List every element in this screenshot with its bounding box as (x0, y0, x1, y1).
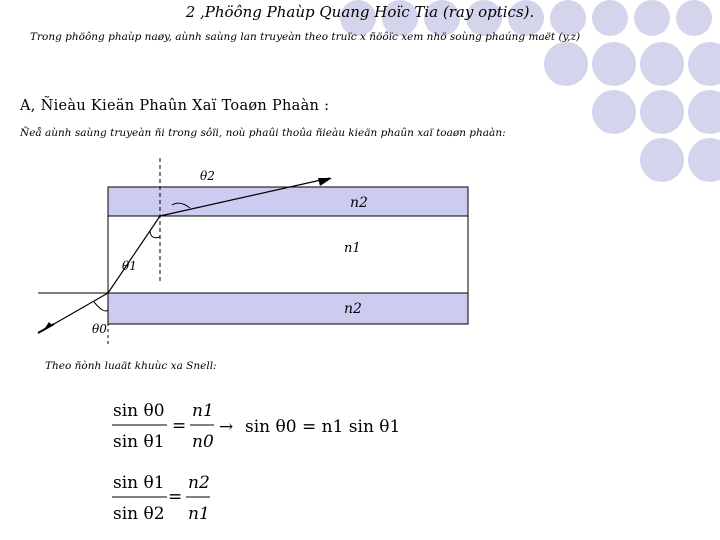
theta1-label: θ1 (122, 259, 137, 273)
eq1-arrow: → (219, 417, 234, 437)
eq2-equals: = (168, 487, 183, 507)
section-description: Ñeå aùnh saùng truyeàn ñi trong sôïi, noù phaûi thoûa ñieàu kieän phaûn xaï toaøn phaàn: (20, 127, 506, 139)
eq1-rhs-numerator: n1 (192, 401, 214, 421)
eq2-rhs-denominator: n1 (188, 504, 210, 524)
slide-title: 2 ,Phöông Phaùp Quang Hoïc Tia (ray optics). (185, 3, 535, 21)
eq1-lhs-numerator: sin θ0 (113, 401, 165, 421)
theta2-label: θ2 (200, 169, 215, 183)
n2-top-label: n2 (350, 195, 368, 211)
eq1-equals: = (172, 416, 187, 436)
theta0-label: θ0 (92, 322, 107, 336)
eq1-result: sin θ0 = n1 sin θ1 (245, 417, 401, 437)
eq2-lhs-numerator: sin θ1 (113, 473, 165, 493)
n1-core-label: n1 (344, 241, 361, 256)
section-heading: A, Ñieàu Kieän Phaûn Xaï Toaøn Phaàn : (20, 98, 330, 114)
eq2-rhs-numerator: n2 (188, 473, 210, 493)
eq1-rhs-denominator: n0 (192, 432, 214, 452)
equation-1 (112, 401, 400, 452)
slide-subtitle: Trong phöông phaùp naøy, aùnh saùng lan truyeàn theo truïc x ñöôïc xem nhö soùng phaúng maët (y,z) (30, 31, 581, 43)
eq1-lhs-denominator: sin θ1 (113, 432, 165, 452)
snell-intro: Theo ñònh luaät khuùc xa Snell: (45, 360, 217, 372)
equation-2 (112, 473, 210, 524)
n2-bottom-label: n2 (344, 301, 362, 317)
eq2-lhs-denominator: sin θ2 (113, 504, 165, 524)
